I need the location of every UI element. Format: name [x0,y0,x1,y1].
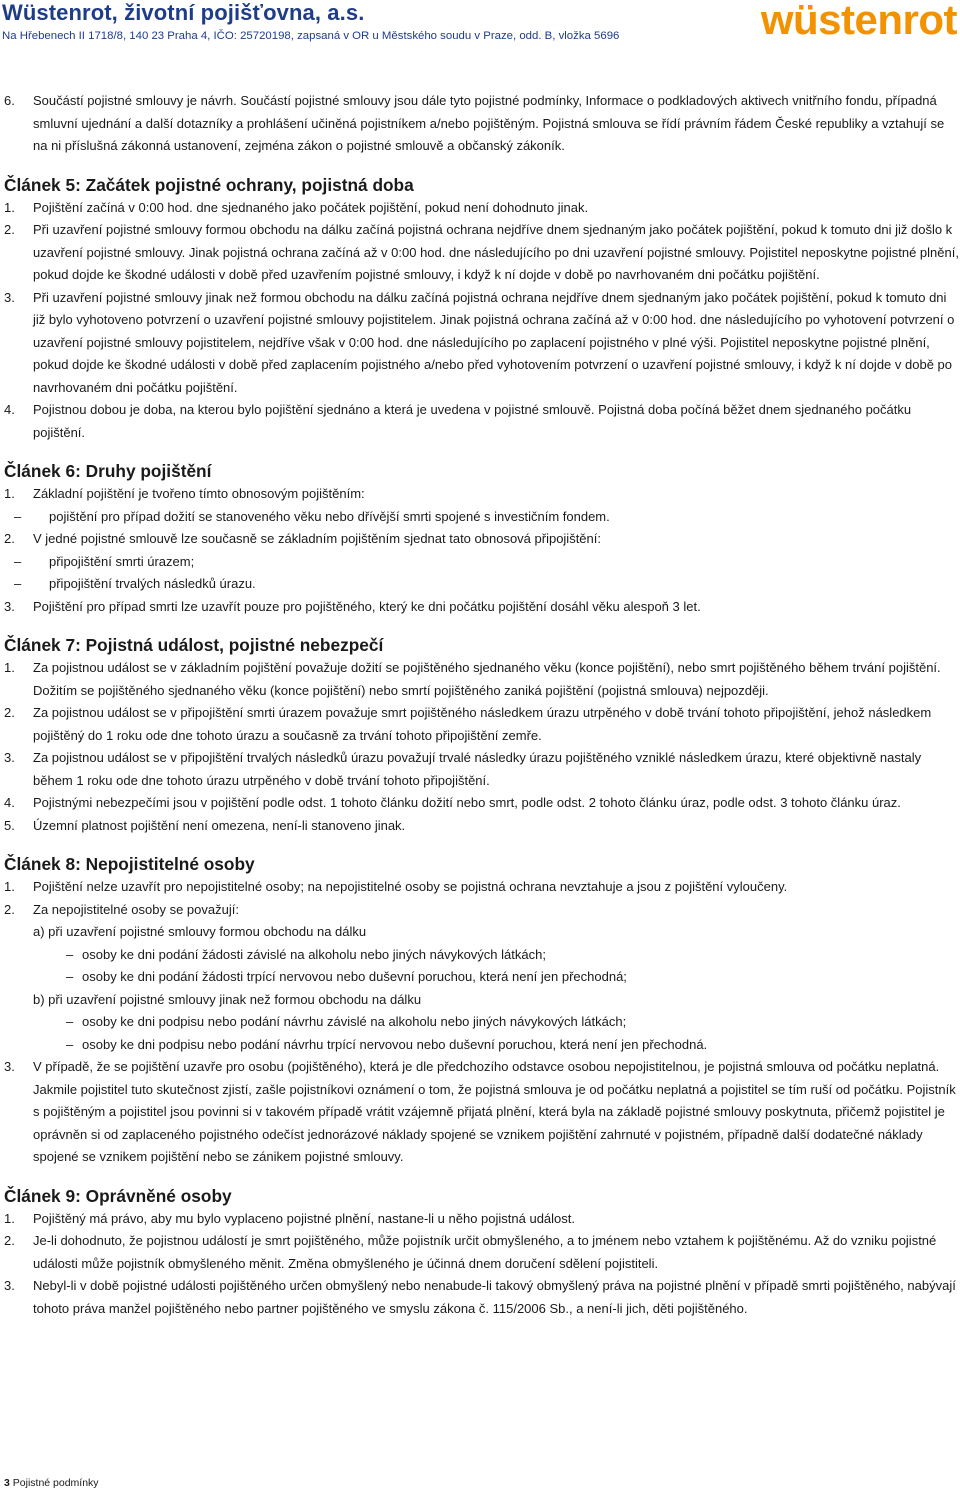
item-text: Při uzavření pojistné smlouvy jinak než formou obchodu na dálku začíná pojistná ochrana nejdříve dnem sjednaným jako počátek pojištění, pokud k tomuto dni již bylo vyhotoveno potvrzení o uzavření pojistné smlouvy pojistitelem. Jinak pojistná ochrana začíná až v 0:00 hod. dne následujícího po vyhotovení potvrzení o uzavření pojistné smlouvy pojistitelem, nejdříve však v 0:00 hod. dne následujícího po zaplacení pojistného v plné výši. Pojistitel neposkytne pojistné plnění, pokud dojde ke škodné události v době před zaplacením pojistného a/nebo před vyhotovením potvrzení o uzavření pojistné smlouvy, i když k ní dojde v době po navrhovaném dni počátku pojištění. [33,289,955,395]
item-number: 3. [4,1059,15,1074]
dash-mark: – [66,969,74,984]
item-text: Za nepojistitelné osoby se považují: [33,901,239,917]
dash-text: osoby ke dni podání žádosti trpící nervovou nebo duševní poruchou, která není jen přechodná; [82,969,627,984]
dash-mark: – [66,1036,74,1052]
item-number: 5. [4,817,15,833]
item-number: 1. [4,199,15,215]
page-footer [4,1477,99,1489]
dash-item [4,944,959,967]
item-number: 3. [4,1278,15,1293]
dash-text: osoby ke dni podání žádosti závislé na alkoholu nebo jiných návykových látkách; [82,946,546,962]
page-header [0,0,960,60]
dash-text: osoby ke dni podpisu nebo podání návrhu závislé na alkoholu nebo jiných návykových látkách; [82,1014,627,1029]
item-number: 6. [4,93,15,108]
dash-text: pojištění pro případ dožití se stanoveného věku nebo dřívější smrti spojené s investičním fondem. [49,508,610,524]
dash-item [4,966,959,989]
article-5-heading: Článek 5: Začátek pojistné ochrany, pojistná doba [4,174,414,195]
list-item [4,219,959,287]
dash-item [4,1011,959,1034]
article-6-heading: Článek 6: Druhy pojištění [4,461,212,481]
list-item [4,287,959,400]
sub-item-b: b) při uzavření pojistné smlouvy jinak než formou obchodu na dálku [33,991,422,1007]
list-item [4,1208,959,1231]
dash-mark: – [66,1014,74,1029]
item-number: 3. [4,598,15,614]
footer-label: Pojistné podmínky [12,1477,99,1489]
list-item [4,876,959,899]
dash-mark: – [14,576,22,591]
dash-item [4,573,959,596]
item-text: Základní pojištění je tvořeno tímto obnosovým pojištěním: [33,486,365,501]
item-text: Nebyl-li v době pojistné události pojištěného určen obmyšlený nebo nenabude-li takový obmyšlený práva na pojistné plnění v případě smrti pojištěného, nabývají tohoto práva manžel pojištěného nebo partner pojištěného ve smyslu zákona č. 115/2006 Sb., a není-li jich, děti pojištěného. [33,1278,956,1316]
list-item [4,1230,959,1275]
list-item [4,899,959,922]
dash-mark: – [66,946,74,962]
company-address: Na Hřebenech II 1718/8, 140 23 Praha 4, IČO: 25720198, zapsaná v OR u Městského soudu v Praze, odd. B, vložka 5696 [2,30,620,42]
list-item [4,792,959,815]
item-text: V případě, že se pojištění uzavře pro osobu (pojištěného), která je dle předchozího odstavce osobou nepojistitelnou, je pojistná smlouva od počátku neplatná. Jakmile pojistitel tuto skutečnost zjistí, zašle pojistníkovi oznámení o tom, že pojistná smlouva je od počátku neplatná a pojistitel se tím ruší od počátku. Pojistník s pojištěným a pojistitel jsou povinni si v takovém případě vrátit vzájemně přijatá plnění, která byla na základě pojistné smlouvy poskytnuta, přičemž pojistitel je oprávněn si od zaplaceného pojistného odečíst jednorázové náklady spojené se vznikem pojištění zahrnuté v pojistném, případně další dodatečné náklady spojené se vznikem pojištění nebo se zánikem pojistné smlouvy. [33,1059,956,1164]
list-item [4,747,959,792]
item-text: Je-li dohodnuto, že pojistnou událostí je smrt pojištěného, může pojistník určit obmyšleného, a to jménem nebo vztahem k pojištěnému. Až do vzniku pojistné události může pojistník obmyšleného měnit. Změna obmyšleného je účinná dnem doručení sdělení pojistiteli. [33,1233,937,1271]
item-text: Pojistnými nebezpečími jsou v pojištění podle odst. 1 tohoto článku dožití nebo smrt, podle odst. 2 tohoto článku úraz, podle odst. 3 tohoto článku úraz. [33,795,901,810]
page-number: 3 [4,1477,10,1489]
item-number: 1. [4,660,15,675]
list-item [4,702,959,747]
article-9-heading: Článek 9: Oprávněné osoby [4,1185,232,1206]
document-body [4,90,959,1320]
item-number: 2. [4,901,15,917]
list-item [4,528,959,551]
item-number: 1. [4,879,15,894]
list-item [4,1275,959,1320]
article-8-heading: Článek 8: Nepojistitelné osoby [4,854,255,874]
item-number: 1. [4,1210,15,1226]
item-text: Za pojistnou událost se v základním pojištění považuje dožití se pojištěného sjednaného věku (konce pojištění), nebo smrt pojištěného během trvání pojištění. Dožitím se pojištěného sjednaného věku (konce pojištění) nebo smrtí pojištěného zaniká pojištění (pojistná smlouva) nejpozději. [33,660,941,698]
item-text: Pojištění pro případ smrti lze uzavřít pouze pro pojištěného, který ke dni počátku pojištění dosáhl věku alespoň 3 let. [33,598,701,614]
item-text: Pojištění nelze uzavřít pro nepojistitelné osoby; na nepojistitelné osoby se pojistná ochrana nevztahuje a jsou z pojištění vyloučeny. [33,879,788,894]
item-number: 3. [4,750,15,765]
dash-text: připojištění smrti úrazem; [49,553,195,569]
item-text: Za pojistnou událost se v připojištění smrti úrazem považuje smrt pojištěného následkem úrazu utrpěného v době trvání tohoto připojištění, jehož následkem pojištěný do 1 roku ode dne tohoto úrazu a současně za trvání tohoto připojištění zemře. [33,705,932,743]
item-text: Součástí pojistné smlouvy je návrh. Součástí pojistné smlouvy jsou dále tyto pojistné podmínky, Informace o podkladových aktivech vnitřního fondu, případná smluvní ujednání a další dotazníky a prohlášení učiněná pojistníkem a/nebo pojištěným. Pojistná smlouva se řídí právním řádem České republiky a vztahují se na ni příslušná zákonná ustanovení, zejména zákon o pojistné smlouvě a občanský zákoník. [33,93,945,153]
item-number: 1. [4,486,15,501]
item-text: Územní platnost pojištění není omezena, není-li stanoveno jinak. [33,817,406,833]
dash-item [4,551,959,574]
dash-text: připojištění trvalých následků úrazu. [49,576,256,591]
dash-item [4,1034,959,1057]
list-item [4,483,959,506]
item-number: 2. [4,222,15,237]
dash-text: osoby ke dni podpisu nebo podání návrhu trpící nervovou nebo duševní poruchou, která není jen přechodná. [82,1036,708,1052]
list-item [4,399,959,444]
item-number: 4. [4,795,15,810]
list-item [4,596,959,619]
dash-mark: – [14,508,22,524]
list-item [4,657,959,702]
list-item [4,90,959,158]
item-text: V jedné pojistné smlouvě lze současně se základním pojištěním sjednat tato obnosová připojištění: [33,531,601,546]
list-item [4,1056,959,1169]
list-item [4,197,959,220]
item-text: Pojištěný má právo, aby mu bylo vyplaceno pojistné plnění, nastane-li u něho pojistná událost. [33,1210,575,1226]
dash-mark: – [14,553,22,569]
company-name: Wüstenrot, životní pojišťovna, a.s. [2,0,365,25]
item-number: 4. [4,402,15,417]
item-text: Pojistnou dobou je doba, na kterou bylo pojištění sjednáno a která je uvedena v pojistné smlouvě. Pojistná doba počíná běžet dnem sjednaného počátku pojištění. [33,402,912,440]
item-number: 2. [4,1233,15,1248]
item-text: Pojištění začíná v 0:00 hod. dne sjednaného jako počátek pojištění, pokud není dohodnuto jinak. [33,199,589,215]
item-number: 3. [4,289,15,305]
item-text: Za pojistnou událost se v připojištění trvalých následků úrazu považují trvalé následky úrazu pojištěného vzniklé následkem úrazu, které objektivně nastaly během 1 roku ode dne tohoto úrazu utrpěného v době trvání tohoto připojištění. [33,750,922,788]
item-text: Při uzavření pojistné smlouvy formou obchodu na dálku začíná pojistná ochrana nejdříve dnem sjednaným jako počátek pojištění, pokud k tomuto dni již došlo k uzavření pojistné smlouvy. Jinak pojistná ochrana začíná až v 0:00 hod. dne následujícího po dni uzavření pojistné smlouvy. Pojistitel neposkytne pojistné plnění, pokud dojde ke škodné události v době před uzavřením pojistné smlouvy, i když k ní dojde v době po navrhovaném dni počátku pojištění. [33,222,959,282]
article-7-heading: Článek 7: Pojistná událost, pojistné nebezpečí [4,635,384,655]
wustenrot-logo: wüstenrot [760,0,957,43]
item-number: 2. [4,705,15,720]
list-item [4,815,959,838]
item-number: 2. [4,531,15,546]
dash-item [4,506,959,529]
sub-item-a: a) při uzavření pojistné smlouvy formou obchodu na dálku [33,924,367,939]
